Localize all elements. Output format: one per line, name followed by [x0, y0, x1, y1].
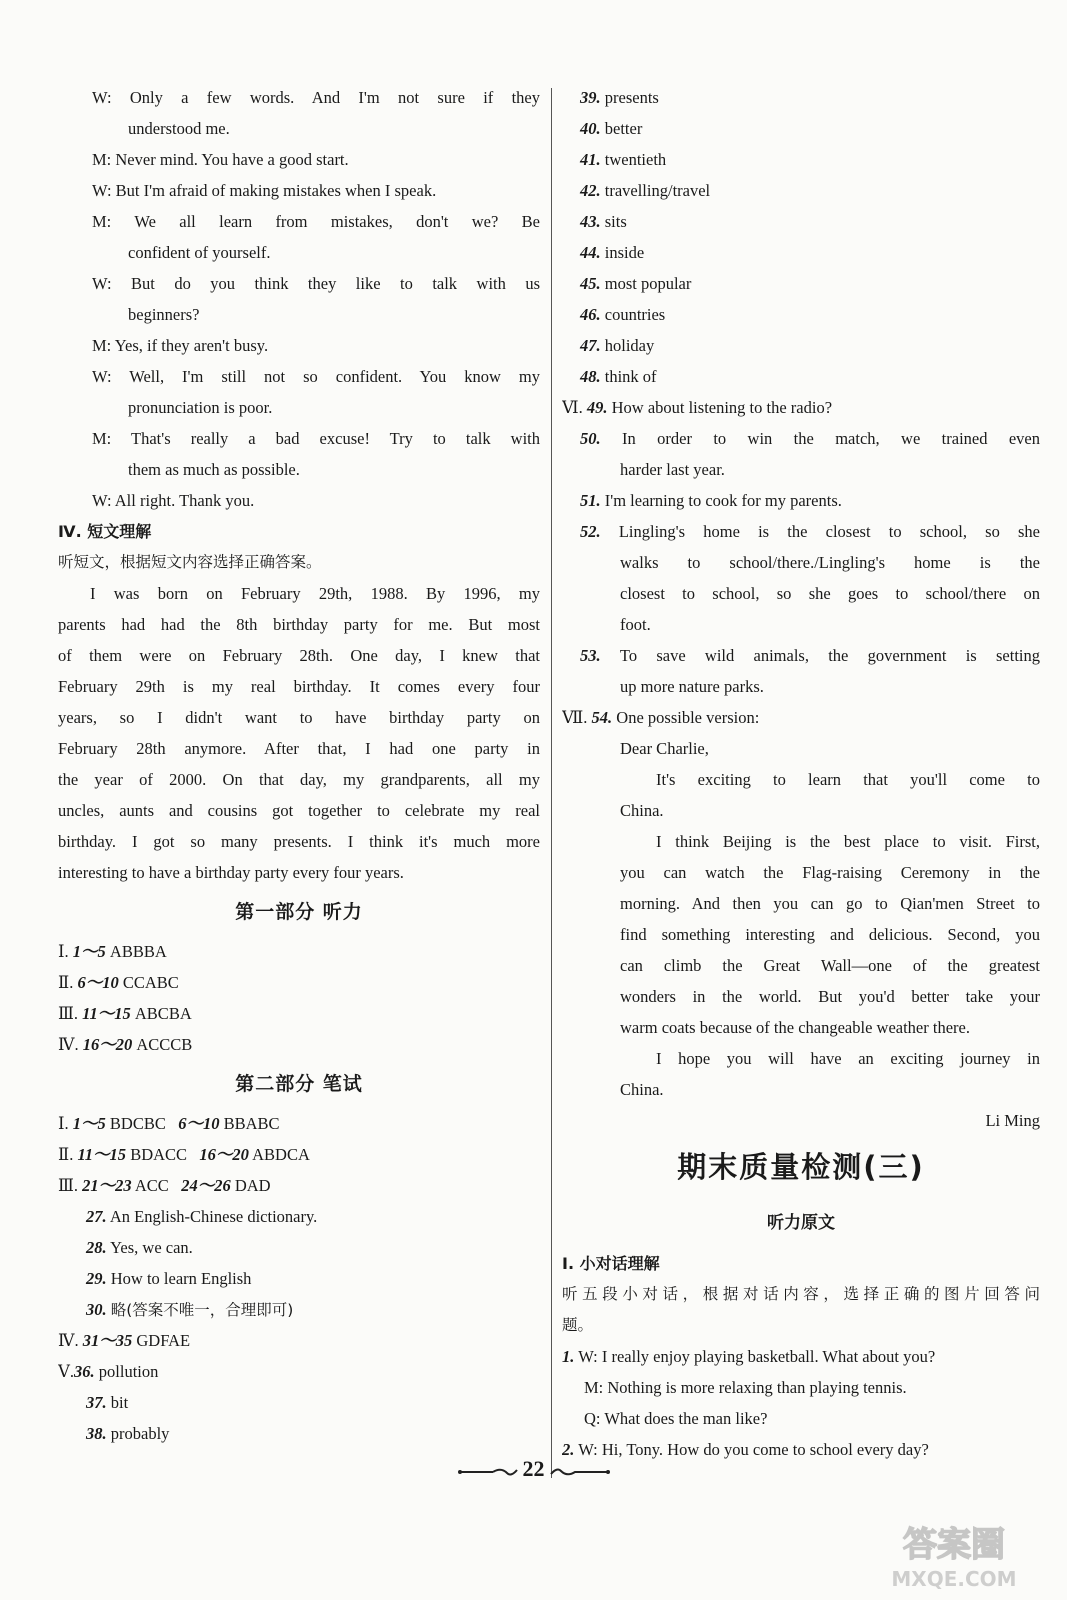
left-column: [58, 82, 540, 1449]
dialogue-text: understood me.: [128, 119, 230, 138]
speaker-label: W:: [92, 491, 115, 510]
dialogue-line: [58, 361, 540, 392]
page-number: 22: [522, 1456, 545, 1481]
answer-row: 38. probably: [86, 1424, 170, 1443]
section-heading: Ⅰ. 小对话理解: [562, 1254, 660, 1273]
section-heading: Ⅳ. 短文理解: [58, 522, 152, 541]
passage-line: birthday. I got so many presents. I think it's much more: [58, 832, 540, 851]
answer-text: inside: [604, 243, 645, 262]
letter-line: wonders in the world. But you'd better take your: [620, 987, 1040, 1006]
answer-row: 28. Yes, we can.: [86, 1238, 193, 1257]
answer-row: [562, 330, 1040, 361]
dialogue-text: That's really a bad excuse! Try to talk with: [131, 429, 540, 448]
answer-row: 53. To save wild animals, the government is setting: [580, 646, 1040, 665]
dialogue-text: But I'm afraid of making mistakes when I speak.: [115, 181, 437, 200]
speaker-label: W:: [92, 181, 116, 200]
section-instruction: 听五段小对话，根据对话内容，选择正确的图片回答问: [562, 1285, 1040, 1303]
answer-text: twentieth: [604, 150, 667, 169]
speaker-label: M:: [92, 150, 116, 169]
answer-text: sits: [604, 212, 627, 231]
answer-row: 50. In order to win the match, we trained even: [580, 429, 1040, 448]
part1-answers: [58, 936, 540, 1060]
dialogue-line: [58, 175, 540, 206]
speaker-label: W:: [92, 274, 132, 293]
answer-row: [58, 967, 540, 998]
letter-salutation: Dear Charlie,: [620, 739, 709, 758]
passage-block: [58, 578, 540, 888]
speaker-label: M:: [92, 336, 115, 355]
dialogue-line: [58, 392, 540, 423]
answer-row: [562, 144, 1040, 175]
question-range: 16～20: [82, 1035, 137, 1054]
answer-key: ABCBA: [134, 1004, 192, 1023]
answer-text: holiday: [604, 336, 655, 355]
letter-line: It's exciting to learn that you'll come to: [656, 770, 1040, 789]
footer-ornament-left-icon: [457, 1465, 519, 1479]
answer-key: ABBBA: [109, 942, 167, 961]
dialogue-text: confident of yourself.: [128, 243, 271, 262]
answer-row: [58, 998, 540, 1029]
answer-row: [562, 361, 1040, 392]
dialogue-line: [58, 485, 540, 516]
section-instruction: 题。: [562, 1316, 594, 1334]
dialogue-line: Q: What does the man like?: [584, 1409, 768, 1428]
letter-line: China.: [620, 1080, 664, 1099]
section-instruction: 听短文，根据短文内容选择正确答案。: [58, 553, 322, 571]
answer-cont: foot.: [620, 615, 651, 634]
letter-line: morning. And then you can go to Qian'men Street to: [620, 894, 1040, 913]
passage-line: I was born on February 29th, 1988. By 1996, my: [90, 584, 540, 603]
dialogue-line: [58, 299, 540, 330]
answer-row: Ⅱ. 11～15 BDACC 16～20 ABDCA: [58, 1145, 310, 1164]
answer-row: Ⅳ. 31～35 GDFAE: [58, 1331, 191, 1350]
dialogue-line: 2. W: Hi, Tony. How do you come to school every day?: [562, 1440, 929, 1459]
question-number: 41.: [580, 150, 605, 169]
answer-row: [562, 237, 1040, 268]
dialogue-text: pronunciation is poor.: [128, 398, 273, 417]
dialogue-text: beginners?: [128, 305, 200, 324]
dialogue-block: [58, 82, 540, 516]
passage-line: uncles, aunts and cousins got together to celebrate my real: [58, 801, 540, 820]
passage-line: parents had had the 8th birthday party for me. But most: [58, 615, 540, 634]
dialogue-line: 1. W: I really enjoy playing basketball. What about you?: [562, 1347, 936, 1366]
passage-line: interesting to have a birthday party every four years.: [58, 863, 404, 882]
passage-line: of them were on February 28th. One day, I knew that: [58, 646, 540, 665]
question-number: 44.: [580, 243, 605, 262]
answer-row: Ⅰ. 1～5 BDCBC 6～10 BBABC: [58, 1114, 280, 1133]
answer-text: most popular: [604, 274, 692, 293]
question-range: 11～15: [82, 1004, 135, 1023]
answer-list: [562, 82, 1040, 392]
dialogue-text: Well, I'm still not so confident. You know my: [129, 367, 540, 386]
dialogue-line: [58, 144, 540, 175]
roman-numeral: Ⅱ.: [58, 973, 78, 992]
dialogue-text: Yes, if they aren't busy.: [114, 336, 269, 355]
passage-line: February 28th anymore. After that, I had one party in: [58, 739, 540, 758]
question-number: 47.: [580, 336, 605, 355]
question-range: 1～5: [72, 942, 110, 961]
question-number: 42.: [580, 181, 605, 200]
answer-row: [58, 1029, 540, 1060]
answer-row: [562, 299, 1040, 330]
question-number: 40.: [580, 119, 605, 138]
dialogue-line: [58, 237, 540, 268]
passage-line: the year of 2000. On that day, my grandparents, all my: [58, 770, 540, 789]
dialogue-line: M: Nothing is more relaxing than playing tennis.: [584, 1378, 907, 1397]
svg-text:MXQE.COM: MXQE.COM: [891, 1567, 1017, 1591]
speaker-label: M:: [92, 429, 132, 448]
dialogue-line: [58, 454, 540, 485]
answer-row: [58, 936, 540, 967]
part1-title: 第一部分 听力: [235, 901, 363, 923]
dialogue-line: [58, 82, 540, 113]
answer-row: 51. I'm learning to cook for my parents.: [580, 491, 842, 510]
question-range: 6～10: [77, 973, 123, 992]
footer-ornament-right-icon: [549, 1465, 611, 1479]
answer-row: [562, 82, 1040, 113]
answer-row: Ⅶ. 54. One possible version:: [562, 708, 760, 727]
roman-numeral: Ⅰ.: [58, 942, 73, 961]
letter-line: China.: [620, 801, 664, 820]
dialogue-line: [58, 330, 540, 361]
answer-cont: harder last year.: [620, 460, 725, 479]
dialogue-line: [58, 423, 540, 454]
dialogue-text: them as much as possible.: [128, 460, 300, 479]
answer-row: 29. How to learn English: [86, 1269, 252, 1288]
letter-signature: Li Ming: [985, 1111, 1040, 1130]
listening-script-title: 听力原文: [767, 1213, 835, 1233]
letter-body: [562, 764, 1040, 1105]
svg-text:答案圈: 答案圈: [903, 1525, 1005, 1565]
dialogue-line: [58, 206, 540, 237]
question-number: 48.: [580, 367, 605, 386]
dialogue-text: All right. Thank you.: [114, 491, 255, 510]
part2-answers: [58, 1108, 540, 1449]
question-number: 43.: [580, 212, 605, 231]
answer-text: countries: [604, 305, 666, 324]
answer-row: 27. An English-Chinese dictionary.: [86, 1207, 318, 1226]
answer-cont: walks to school/there./Lingling's home is the: [620, 553, 1040, 572]
answer-row: [562, 113, 1040, 144]
page-footer: [0, 1456, 1067, 1482]
letter-line: find something interesting and delicious. Second, you: [620, 925, 1040, 944]
right-column: [562, 82, 1040, 1465]
answer-row: [562, 175, 1040, 206]
answer-row: Ⅲ. 21～23 ACC 24～26 DAD: [58, 1176, 271, 1195]
passage-line: February 29th is my real birthday. It comes every four: [58, 677, 540, 696]
answer-row: Ⅵ. 49. How about listening to the radio?: [562, 398, 833, 417]
question-number: 45.: [580, 274, 605, 293]
exam-title: 期末质量检测(三): [677, 1150, 925, 1184]
answer-cont: up more nature parks.: [620, 677, 764, 696]
answer-row: 37. bit: [86, 1393, 129, 1412]
speaker-label: W:: [92, 367, 130, 386]
answer-text: travelling/travel: [604, 181, 711, 200]
dialogue-line: [58, 268, 540, 299]
answer-text: think of: [604, 367, 657, 386]
speaker-label: M:: [92, 212, 135, 231]
dialogue-text: Never mind. You have a good start.: [115, 150, 349, 169]
letter-line: can climb the Great Wall—one of the greatest: [620, 956, 1040, 975]
answer-row: 52. Lingling's home is the closest to school, so she: [580, 522, 1040, 541]
letter-line: you can watch the Flag-raising Ceremony in the: [620, 863, 1040, 882]
question-number: 39.: [580, 88, 605, 107]
passage-line: years, so I didn't want to have birthday party on: [58, 708, 540, 727]
letter-line: warm coats because of the changeable weather there.: [620, 1018, 970, 1037]
watermark-logo: [859, 1514, 1049, 1594]
answer-key: CCABC: [122, 973, 179, 992]
answer-text: presents: [604, 88, 659, 107]
dialogue-text: Only a few words. And I'm not sure if they: [129, 88, 540, 107]
letter-line: I think Beijing is the best place to visit. First,: [656, 832, 1040, 851]
dialogue-text: But do you think they like to talk with us: [131, 274, 540, 293]
answer-row: [562, 206, 1040, 237]
letter-line: I hope you will have an exciting journey in: [656, 1049, 1040, 1068]
dialogue-text: We all learn from mistakes, don't we? Be: [134, 212, 540, 231]
question-number: 46.: [580, 305, 605, 324]
roman-numeral: Ⅲ.: [58, 1004, 83, 1023]
speaker-label: W:: [92, 88, 130, 107]
answer-key: ACCCB: [136, 1035, 193, 1054]
answer-row: Ⅴ.36. pollution: [58, 1362, 159, 1381]
answer-row: [562, 268, 1040, 299]
answer-cont: closest to school, so she goes to school/there on: [620, 584, 1040, 603]
answer-text: better: [604, 119, 643, 138]
roman-numeral: Ⅳ.: [58, 1035, 83, 1054]
answer-row: 30. 略(答案不唯一，合理即可): [86, 1300, 294, 1319]
part2-title: 第二部分 笔试: [235, 1073, 363, 1095]
dialogue-line: [58, 113, 540, 144]
column-divider: [551, 88, 552, 1478]
